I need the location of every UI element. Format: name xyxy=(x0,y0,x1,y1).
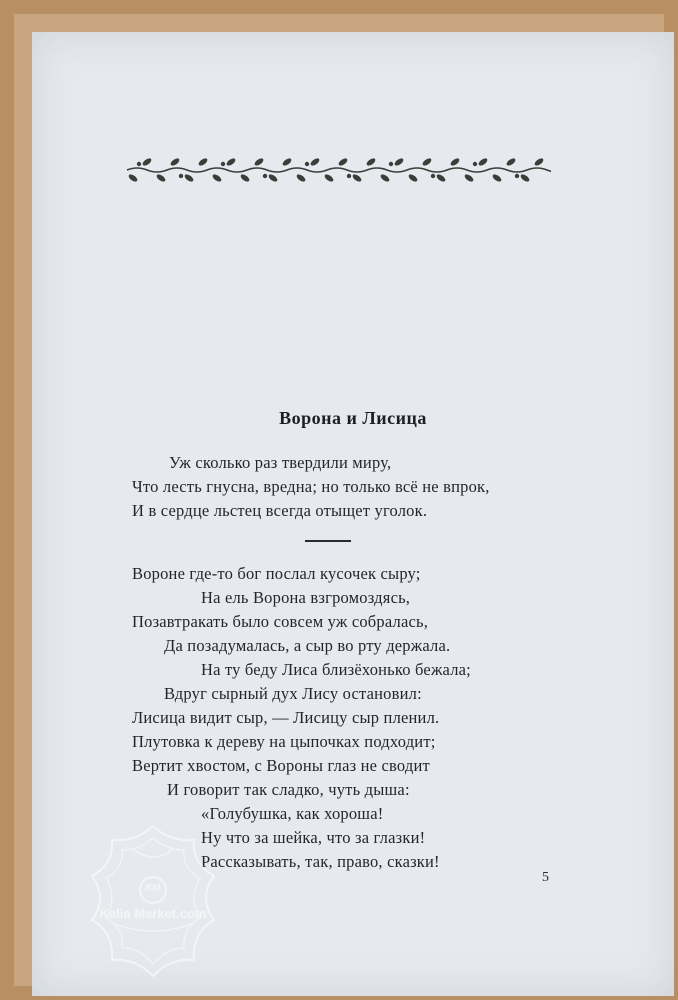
fable-line: Да позадумалась, а сыр во рту держала. xyxy=(164,636,451,655)
fable-line: «Голубушка, как хороша! xyxy=(201,804,384,823)
fable-line: Плутовка к дереву на цыпочках подходит; xyxy=(132,732,436,751)
watermark-monogram: KM xyxy=(145,883,161,894)
page-number: 5 xyxy=(542,870,549,885)
watermark-brand: Kalia Market.com xyxy=(99,906,207,921)
fable-line: Позавтракать было совсем уж собралась, xyxy=(132,612,429,631)
fable-line: Лисица видит сыр, — Лисицу сыр пленил. xyxy=(132,708,440,727)
leaf-vine-ornament xyxy=(123,150,551,190)
moral-line: Что лесть гнусна, вредна; но только всё не впрок, xyxy=(132,477,490,496)
fable-line: На ту беду Лиса близёхонько бежала; xyxy=(201,660,471,679)
poem-title: Ворона и Лисица xyxy=(279,408,427,428)
book-page xyxy=(32,32,674,996)
fable-line: На ель Ворона взгромоздясь, xyxy=(201,588,411,607)
shop-watermark xyxy=(74,820,232,984)
section-divider xyxy=(305,540,351,542)
fable-line: Вертит хвостом, с Вороны глаз не сводит xyxy=(132,756,430,775)
moral-line: Уж сколько раз твердили миру, xyxy=(169,453,392,472)
fable-line: Ну что за шейка, что за глазки! xyxy=(201,828,426,847)
fable-line: Вороне где-то бог послал кусочек сыру; xyxy=(132,564,421,583)
picture-frame xyxy=(14,14,664,986)
fable-line: И говорит так сладко, чуть дыша: xyxy=(167,780,410,799)
watermark-emblem-icon xyxy=(74,820,232,984)
fable-line: Рассказывать, так, право, сказки! xyxy=(201,852,440,871)
moral-line: И в сердце льстец всегда отыщет уголок. xyxy=(132,501,428,520)
fable-line: Вдруг сырный дух Лису остановил: xyxy=(164,684,422,703)
